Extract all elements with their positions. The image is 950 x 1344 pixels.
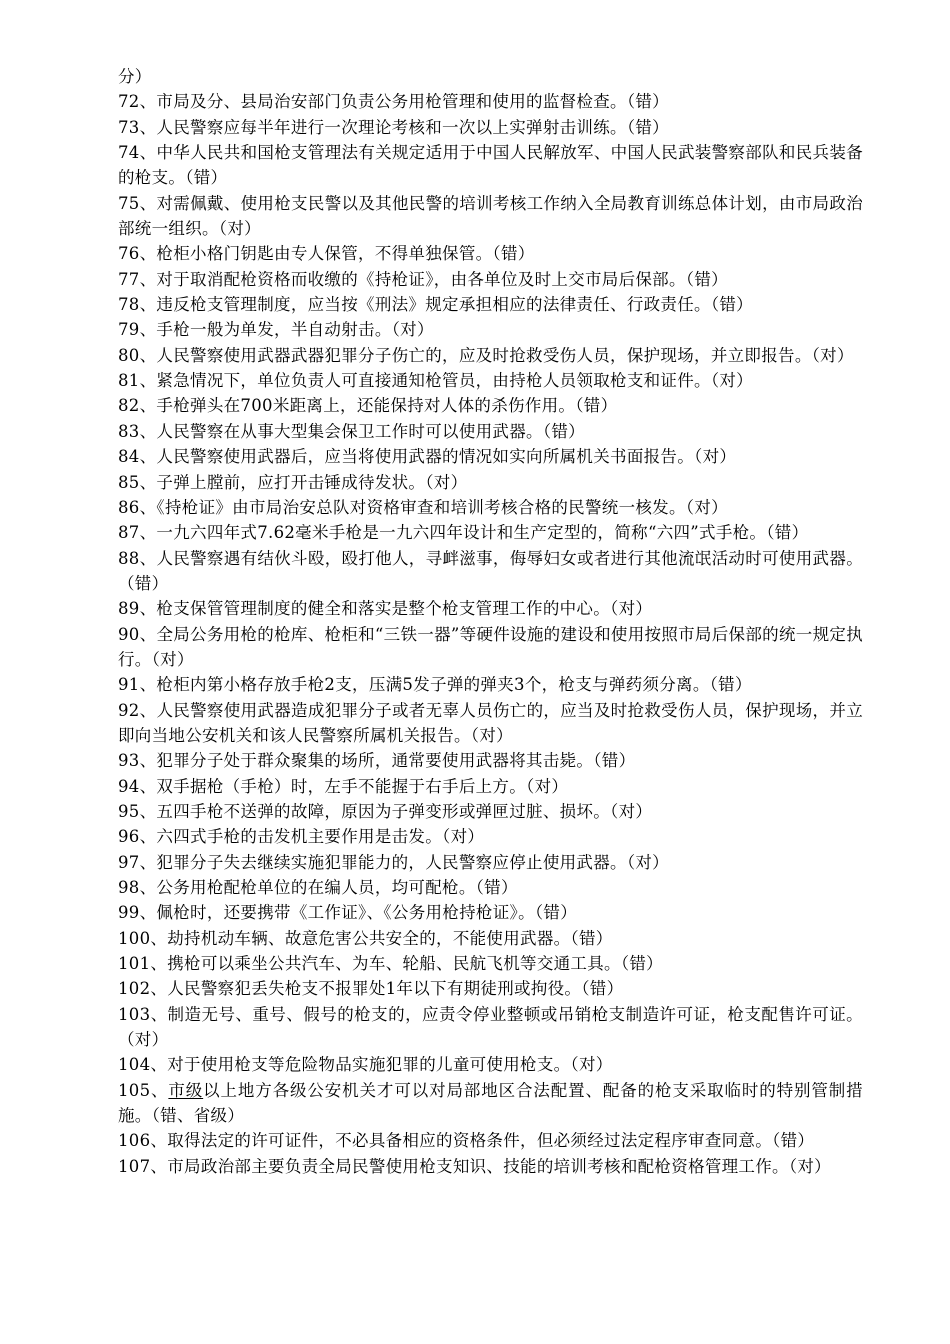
question-text: 犯罪分子失去继续实施犯罪能力的，人民警察应停止使用武器。（对）: [156, 852, 669, 872]
question-separator: 、: [139, 878, 157, 897]
question-text: 取得法定的许可证件，不必具备相应的资格条件，但必须经过法定程序审查同意。（错）: [167, 1131, 815, 1151]
question-text: 人民警察使用武器后，应当将使用武器的情况如实向所属机关书面报告。（对）: [156, 447, 737, 467]
question-item: [118, 267, 863, 292]
question-item: [118, 546, 863, 597]
question-text: 人民警察犯丢失枪支不报罪处1年以下有期徒刑或拘役。（错）: [167, 979, 624, 999]
question-separator: 、: [150, 1004, 168, 1024]
question-text: 市局政治部主要负责全局民警使用枪支知识、技能的培训考核和配枪资格管理工作。（对）: [167, 1156, 831, 1176]
question-separator: 、: [139, 599, 157, 619]
question-number: 83: [118, 421, 140, 441]
question-separator: 、: [139, 117, 157, 137]
lead-fragment: 分）: [118, 67, 152, 86]
question-separator: 、: [139, 421, 157, 441]
question-separator: 、: [150, 1080, 169, 1100]
question-item: [118, 89, 863, 114]
question-text: 人民警察应每半年进行一次理论考核和一次以上实弹射击训练。（错）: [156, 117, 669, 137]
question-number: 86: [118, 497, 140, 517]
question-item: [118, 1052, 863, 1077]
question-number: 105: [118, 1080, 151, 1100]
question-separator: 、: [139, 193, 157, 213]
question-item: [118, 1002, 863, 1053]
question-item: [118, 748, 863, 773]
question-item: [118, 343, 863, 368]
question-text: 中华人民共和国枪支管理法有关规定适用于中国人民解放军、中国人民武装警察部队和民兵装备的枪支。（错）: [118, 143, 863, 188]
question-separator: 、: [139, 852, 157, 872]
question-number: 74: [118, 143, 140, 163]
question-item: [118, 1128, 863, 1153]
question-item: [118, 368, 863, 393]
question-separator: 、: [139, 497, 157, 517]
question-list: [118, 64, 863, 1179]
question-item: [118, 241, 863, 266]
question-item: [118, 520, 863, 545]
question-item: [118, 900, 863, 925]
question-separator: 、: [150, 1131, 168, 1151]
question-text: 市局及分、县局治安部门负责公务用枪管理和使用的监督检查。（错）: [156, 92, 669, 112]
question-number: 99: [118, 903, 140, 923]
question-separator: 、: [139, 827, 157, 847]
question-text: 人民警察使用武器武器犯罪分子伤亡的，应及时抢救受伤人员，保护现场，并立即报告。（对）: [156, 345, 854, 365]
question-item: [118, 495, 863, 520]
question-number: 78: [118, 295, 140, 315]
question-separator: 、: [139, 92, 157, 112]
question-item: [118, 976, 863, 1001]
question-item: [118, 951, 863, 976]
question-text: 《持枪证》由市局治安总队对资格审查和培训考核合格的民警统一核发。（对）: [156, 497, 728, 517]
question-text: 手枪一般为单发，半自动射击。（对）: [156, 320, 434, 340]
question-number: 84: [118, 447, 140, 467]
question-item: [118, 470, 863, 495]
question-separator: 、: [150, 954, 168, 974]
question-separator: 、: [139, 371, 157, 391]
question-item: [118, 622, 863, 673]
question-number: 80: [118, 345, 140, 365]
question-number: 102: [118, 979, 151, 999]
question-text: 对于取消配枪资格而收缴的《持枪证》，由各单位及时上交市局后保部。（错）: [156, 269, 728, 289]
question-text: 以上地方各级公安机关才可以对局部地区合法配置、配备的枪支采取临时的特别管制措施。（错、省级）: [118, 1080, 863, 1126]
question-number: 95: [118, 801, 140, 821]
question-number: 92: [118, 700, 140, 720]
question-text: 人民警察遇有结伙斗殴，殴打他人，寻衅滋事，侮辱妇女或者进行其他流氓活动时可使用武器。（错）: [118, 548, 863, 593]
question-separator: 、: [139, 345, 157, 365]
question-number: 94: [118, 776, 140, 796]
question-number: 75: [118, 193, 140, 213]
question-text: 紧急情况下，单位负责人可直接通知枪管员，由持枪人员领取枪支和证件。（对）: [156, 371, 753, 391]
question-number: 100: [118, 928, 151, 948]
question-item: [118, 672, 863, 697]
question-text: 枪支保管管理制度的健全和落实是整个枪支管理工作的中心。（对）: [156, 599, 653, 619]
question-text: 枪柜内第小格存放手枪2支，压满5发子弹的弹夹3个，枪支与弹药须分离。（错）: [156, 675, 752, 695]
question-separator: 、: [139, 320, 157, 340]
question-separator: 、: [139, 675, 157, 695]
question-number: 103: [118, 1004, 151, 1024]
question-separator: 、: [139, 295, 157, 315]
question-text: 双手据枪（手枪）时，左手不能握于右手后上方。（对）: [156, 776, 569, 796]
question-item: [118, 698, 863, 749]
question-number: 96: [118, 827, 140, 847]
question-number: 97: [118, 852, 140, 872]
question-item: [118, 1078, 863, 1129]
question-number: 85: [118, 472, 140, 492]
question-number: 104: [118, 1055, 151, 1075]
question-text: 公务用枪配枪单位的在编人员，均可配枪。（错）: [156, 878, 518, 897]
question-item: [118, 824, 863, 849]
question-item: [118, 419, 863, 444]
question-separator: 、: [150, 928, 168, 948]
underlined-text: 市级: [168, 1080, 204, 1100]
question-number: 76: [118, 244, 140, 264]
question-number: 93: [118, 751, 140, 771]
question-separator: 、: [139, 396, 157, 416]
question-number: 90: [118, 624, 140, 644]
question-separator: 、: [139, 903, 157, 923]
question-number: 91: [118, 675, 140, 695]
question-separator: 、: [139, 269, 157, 289]
question-separator: 、: [139, 751, 157, 771]
question-separator: 、: [139, 447, 157, 467]
question-text: 全局公务用枪的枪库、枪柜和“三铁一器”等硬件设施的建设和使用按照市局后保部的统一规定执行。（对）: [118, 624, 863, 669]
question-separator: 、: [139, 244, 157, 264]
question-number: 79: [118, 320, 140, 340]
question-separator: 、: [139, 143, 157, 163]
question-text: 手枪弹头在700米距离上，还能保持对人体的杀伤作用。（错）: [156, 396, 618, 416]
question-number: 106: [118, 1131, 151, 1151]
question-item: [118, 596, 863, 621]
question-item: [118, 292, 863, 317]
question-separator: 、: [139, 624, 157, 644]
question-text: 携枪可以乘坐公共汽车、为车、轮船、民航飞机等交通工具。（错）: [167, 954, 663, 974]
question-number: 87: [118, 523, 140, 543]
question-text: 一九六四年式7.62毫米手枪是一九六四年设计和生产定型的，简称“六四”式手枪。（错）: [156, 523, 809, 543]
question-number: 82: [118, 396, 140, 416]
question-item: [118, 191, 863, 242]
question-item: [118, 444, 863, 469]
question-separator: 、: [139, 700, 157, 720]
question-item: [118, 799, 863, 824]
question-text: 六四式手枪的击发机主要作用是击发。（对）: [156, 827, 485, 847]
question-number: 88: [118, 548, 140, 568]
question-text: 制造无号、重号、假号的枪支的，应责令停业整顿或吊销枪支制造许可证，枪支配售许可证。（对）: [118, 1004, 863, 1050]
question-item: [118, 850, 863, 875]
question-text: 子弹上膛前，应打开击锤成待发状。（对）: [156, 472, 468, 492]
question-separator: 、: [150, 979, 168, 999]
question-separator: 、: [139, 548, 157, 568]
question-text: 对需佩戴、使用枪支民警以及其他民警的培训考核工作纳入全局教育训练总体计划，由市局政治部统一组织。（对）: [118, 193, 863, 239]
question-number: 107: [118, 1156, 151, 1176]
question-number: 89: [118, 599, 140, 619]
question-separator: 、: [139, 776, 157, 796]
question-number: 81: [118, 371, 140, 391]
question-separator: 、: [150, 1055, 168, 1075]
question-text: 劫持机动车辆、故意危害公共安全的，不能使用武器。（错）: [167, 928, 613, 948]
question-text: 佩枪时，还要携带《工作证》、《公务用枪持枪证》。（错）: [156, 903, 578, 923]
question-number: 73: [118, 117, 140, 137]
question-number: 72: [118, 92, 140, 112]
question-text: 五四手枪不送弹的故障，原因为子弹变形或弹匣过脏、损坏。（对）: [156, 801, 653, 821]
question-separator: 、: [139, 523, 157, 543]
question-number: 77: [118, 269, 140, 289]
question-text: 违反枪支管理制度，应当按《刑法》规定承担相应的法律责任、行政责任。（错）: [156, 295, 753, 315]
question-text: 犯罪分子处于群众聚集的场所，通常要使用武器将其击毙。（错）: [156, 751, 636, 771]
question-item: [118, 317, 863, 342]
question-item: [118, 875, 863, 900]
question-item: [118, 115, 863, 140]
question-separator: 、: [139, 801, 157, 821]
question-separator: 、: [150, 1156, 168, 1176]
question-item: [118, 774, 863, 799]
question-text: 枪柜小格门钥匙由专人保管，不得单独保管。（错）: [156, 244, 535, 264]
question-item: [118, 1154, 863, 1179]
question-item: [118, 140, 863, 191]
question-number: 101: [118, 954, 151, 974]
question-separator: 、: [139, 472, 157, 492]
question-text: 人民警察使用武器造成犯罪分子或者无辜人员伤亡的，应当及时抢救受伤人员，保护现场，并立即向当地公安机关和该人民警察所属机关报告。（对）: [118, 700, 863, 745]
question-text: 人民警察在从事大型集会保卫工作时可以使用武器。（错）: [156, 421, 585, 441]
question-item: [118, 393, 863, 418]
question-text: 对于使用枪支等危险物品实施犯罪的儿童可使用枪支。（对）: [167, 1055, 613, 1075]
question-item: [118, 926, 863, 951]
question-number: 98: [118, 878, 140, 897]
